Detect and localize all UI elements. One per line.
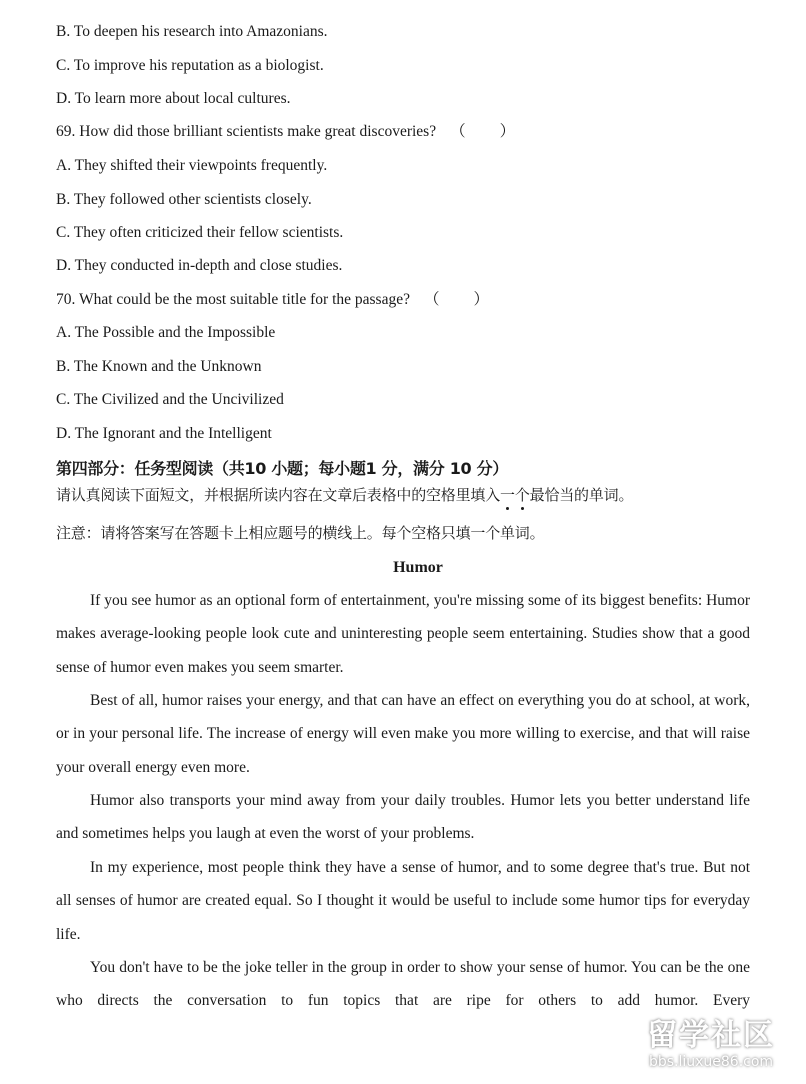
section-heading: 第四部分：任务型阅读（共10 小题；每小题1 分，满分 10 分） — [56, 459, 509, 478]
q69-option-c: C. They often criticized their fellow scientists. — [56, 224, 344, 241]
q69-question — [56, 122, 515, 142]
q68-option-b: B. To deepen his research into Amazonians. — [56, 23, 328, 40]
q68-option-d: D. To learn more about local cultures. — [56, 90, 291, 107]
q69-answer-blank[interactable]: （ ） — [450, 123, 516, 140]
watermark-logo — [626, 1018, 796, 1078]
passage-paragraph: Humor also transports your mind away from your daily troubles. Humor lets you better understand life and sometimes helps you laugh at even the worst of your problems. — [56, 792, 750, 843]
q69-option-b: B. They followed other scientists closely. — [56, 191, 312, 208]
q69-option-a: A. They shifted their viewpoints frequently. — [56, 157, 328, 174]
q68-option-c: C. To improve his reputation as a biologist. — [56, 57, 324, 74]
emphasis-char: 一 — [500, 486, 515, 504]
passage-paragraph: In my experience, most people think they have a sense of humor, and to some degree that's true. But not all senses of humor are created equal. So I thought it would be useful to include some humor tips for everyday life. — [56, 859, 750, 943]
q70-option-c: C. The Civilized and the Uncivilized — [56, 391, 284, 408]
passage-title: Humor — [393, 559, 443, 576]
emphasis-char: 个 — [514, 486, 530, 504]
passage-paragraph: If you see humor as an optional form of entertainment, you're missing some of its biggest benefits: Humor makes average-looking people look cute and uninteresting people seem entertaining. Studies show that a good sense of humor even makes you seem smarter. — [56, 592, 750, 676]
watermark-url: bbs.liuxue86.com — [648, 1054, 774, 1070]
q70-question-text: 70. What could be the most suitable title for the passage? — [56, 291, 410, 308]
q70-option-a: A. The Possible and the Impossible — [56, 324, 276, 341]
q69-option-d: D. They conducted in-depth and close studies. — [56, 257, 343, 274]
passage-paragraph: You don't have to be the joke teller in the group in order to show your sense of humor. You can be the one who directs the conversation to fun topics that are ripe for others to add humor. Every — [56, 959, 750, 1010]
q70-option-b: B. The Known and the Unknown — [56, 358, 262, 375]
section-note: 注意：请将答案写在答题卡上相应题号的横线上。每个空格只填一个单词。 — [56, 524, 545, 542]
q70-option-d: D. The Ignorant and the Intelligent — [56, 425, 272, 442]
q70-question — [56, 290, 489, 310]
q70-answer-blank[interactable]: （ ） — [423, 291, 489, 308]
watermark-logo-text: 留学社区 — [647, 1018, 775, 1053]
q69-question-text: 69. How did those brilliant scientists make great discoveries? — [56, 123, 437, 140]
passage-paragraph: Best of all, humor raises your energy, and that can have an effect on everything you do at school, at work, or in your personal life. The increase of energy will even make you more willing to exercise, and that will raise your overall energy even more. — [56, 692, 750, 776]
section-instruction: 请认真阅读下面短文，并根据所读内容在文章后表格中的空格里填入一个最恰当的单词。 — [56, 486, 634, 504]
